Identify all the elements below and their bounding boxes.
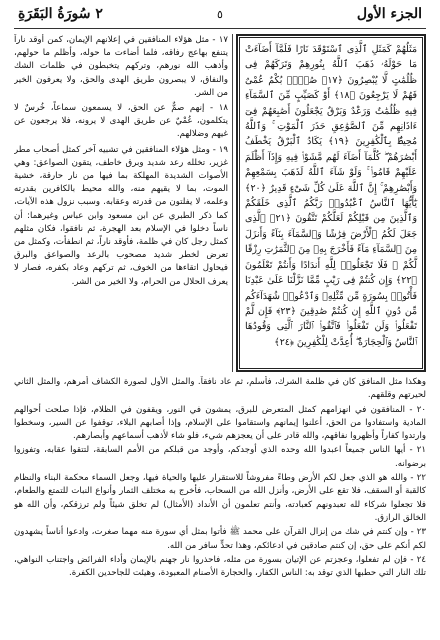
page-number: ٥ xyxy=(217,8,223,21)
surah-title xyxy=(18,6,103,22)
tafsir-paragraph-20: ٢٠ - المنافقون في انهزامهم كمثل المتعرض للبرق، يمشون في النور، ويقفون في الظلام، فإذا صلحت أحوالهم المادية واستفادوا من الحق، أعلنوا إيمانهم واستقاموا على الإسلام، وإذا أصابهم البلاء، توقفوا عن السير، وسخطوا وارتدوا كفاراً وأظهروا نفاقهم، والله قادر على أن يعجزهم شيء، فلو شاء لأذهب أسماعهم وأبصارهم. xyxy=(14,404,426,442)
quran-verses: مَثَلُهُمْ كَمَثَلِ ٱلَّذِى ٱسْتَوْقَدَ نَارًا فَلَمَّآ أَضَآءَتْ مَا حَوْلَهُۥ ذَهَبَ ٱللَّهُ بِنُورِهِمْ وَتَرَكَهُمْ فِى ظُلُمَٰتٍ لَّا يُبْصِرُونَ ﴿١٧﴾ صُمٌّۢ بُكْمٌ عُمْىٌ فَهُمْ لَا يَرْجِعُونَ ﴿١٨﴾ أَوْ كَصَيِّبٍ مِّنَ ٱلسَّمَآءِ فِيهِ ظُلُمَٰتٌ وَرَعْدٌ وَبَرْقٌ يَجْعَلُونَ أَصَٰبِعَهُمْ فِىٓ ءَاذَانِهِم مِّنَ ٱلصَّوَٰعِقِ حَذَرَ ٱلْمَوْتِ ۚ وَٱللَّهُ مُحِيطٌۢ بِٱلْكَٰفِرِينَ ﴿١٩﴾ يَكَادُ ٱلْبَرْقُ يَخْطَفُ أَبْصَٰرَهُمْ ۖ كُلَّمَآ أَضَآءَ لَهُم مَّشَوْا۟ فِيهِ وَإِذَآ أَظْلَمَ عَلَيْهِمْ قَامُوا۟ ۚ وَلَوْ شَآءَ ٱللَّهُ لَذَهَبَ بِسَمْعِهِمْ وَأَبْصَٰرِهِمْ ۚ إِنَّ ٱللَّهَ عَلَىٰ كُلِّ شَىْءٍ قَدِيرٌ ﴿٢٠﴾ يَٰٓأَيُّهَا ٱلنَّاسُ ٱعْبُدُوا۟ رَبَّكُمُ ٱلَّذِى خَلَقَكُمْ وَٱلَّذِينَ مِن قَبْلِكُمْ لَعَلَّكُمْ تَتَّقُونَ ﴿٢١﴾ ٱلَّذِى جَعَلَ لَكُمُ ٱلْأَرْضَ فِرَٰشًا وَٱلسَّمَآءَ بِنَآءً وَأَنزَلَ مِنَ ٱلسَّمَآءِ مَآءً فَأَخْرَجَ بِهِۦ مِنَ ٱلثَّمَرَٰتِ رِزْقًا لَّكُمْ ۖ فَلَا تَجْعَلُوا۟ لِلَّهِ أَندَادًا وَأَنتُمْ تَعْلَمُونَ ﴿٢٢﴾ وَإِن كُنتُمْ فِى رَيْبٍ مِّمَّا نَزَّلْنَا عَلَىٰ عَبْدِنَا فَأْتُوا۟ بِسُورَةٍ مِّن مِّثْلِهِۦ وَٱدْعُوا۟ شُهَدَآءَكُم مِّن دُونِ ٱللَّهِ إِن كُنتُمْ صَٰدِقِينَ ﴿٢٣﴾ فَإِن لَّمْ تَفْعَلُوا۟ وَلَن تَفْعَلُوا۟ فَٱتَّقُوا۟ ٱلنَّارَ ٱلَّتِى وَقُودُهَا ٱلنَّاسُ وَٱلْحِجَارَةُ ۖ أُعِدَّتْ لِلْكَٰفِرِينَ ﴿٢٤﴾ xyxy=(245,44,418,348)
upper-section xyxy=(14,34,426,372)
tafsir-paragraph-22: ٢٢ - والله هو الذي جعل لكم الأرض وطاءً مفروشاً للاستقرار عليها والحياة فيها، وجعل السماء محكمة البناء والنظام كالقبة أو السقف، فلا تقع على الأرض، وأنزل الله من السحاب، فأخرج به مختلف الثمار وأنواع النبات للتمتع والطعام، فلا تجعلوا شركاء لله تعبدونهم كعبادته، وأنتم تعلمون أن الأنداد (الأمثال) لم تخلق شيئاً ولم ترزقكم، وأن الله هو الخالق الرازق. xyxy=(14,473,426,523)
header-divider xyxy=(14,28,426,29)
tafsir-paragraph-19: ١٩ - ومثل هؤلاء المنافقين في تشبيه آخر كمثل أصحاب مطر غزير، تخلله رعد شديد وبرق خاطف، يتقون الصواعق: وهي الأصوات الشديدة المهلكة بما فيها من نار حارقة، خشية الموت، بما لا يقيهم منه، والله محيط بالكافرين بقدرته وعلمه، لا يفلتون من قدرته وعقابه. وسبب نزول هذه الآيات، كما ذكر الطبري عن ابن مسعود وابن عباس وغيرهما: أن ناساً دخلوا في الإسلام بعد الهجرة، ثم نافقوا، فكان مثلهم كمثل رجل كان في ظلمة، فأوقد ناراً، ثم انطفأت، وكمثل من تعرض لخطر شديد مصحوب بالرعد والصواعق والبرق فيحاول اتقاءها من الخوف، ثم تركهم وعاد بكفره، فصار لا يعرف الحلال من الحرام، ولا الخير من الشر. xyxy=(14,144,228,287)
tafsir-paragraph-17: ١٧ - مثل هؤلاء المنافقين في إعلانهم الإيمان، كمن أوقد ناراً يتنفع بهاعج رفاقه، فلما أضاءت ما حوله، وأظلم ما حولهم، وأذهب الله نورهم، وتركهم يتخبطون في ظلمات الشك والنفاق، لا يبصرون طريق الهدى والحق، ولا يعرفون الخير من الشر. xyxy=(14,35,228,98)
column-divider xyxy=(232,34,233,372)
lower-tafsir-section xyxy=(14,376,426,634)
surah-index: ٢ xyxy=(95,6,103,22)
tafsir-paragraph-18: ١٨ - إنهم صمٌّ عن الحق، لا يسمعون سماعاً، خُرسٌ لا يتكلمون، عُمْيٌ عن طريق الهدى لا يرونه، فلا يرجعون عن غيهم وضلالهم. xyxy=(14,103,228,140)
tafsir-paragraph-19-cont: وهكذا مثل المنافق كان في ظلمة الشرك، فأسلم، ثم عاد نافقاً. والمثل الأول لصورة الكشاف أمرهم، والمثل الثاني لحيرتهم وقلقهم. xyxy=(14,377,426,401)
surah-name: سُورَةُ البَقَرَةِ xyxy=(18,6,91,22)
tafsir-paragraph-24: ٢٤ - فإن لم تفعلوا، وعجزتم عن الإتيان بسورة من مثله، فاحذروا نار جهنم بالإيمان وأداء الفرائض واجتناب النواهي، تلك النار التي حطبها الذي توقد به: الناس الكفار، والحجارة الأصنام المعبودة، وهيئت للجاحدين الكفرة. xyxy=(14,554,426,579)
tafsir-column xyxy=(14,34,228,372)
juz-title: الجزء الأول xyxy=(356,6,422,22)
page-header xyxy=(14,4,426,28)
tafsir-paragraph-21: ٢١ - أيها الناس جميعاً اعبدوا الله وحده الذي أوجدكم، وأوجد من قبلكم من الأمم السابقة، لتتقوا عقابه، وتفوزوا برضوانه. xyxy=(14,445,426,469)
tafsir-paragraph-23: ٢٣ - وإن كنتم في شك من إنزال القرآن على محمد ﷺ فأتوا بمثل أي سورة منه مهما صغرت، وادعوا أناساً يشهدون لكم أنكم على حق، إن كنتم صادقين في ادعائكم، وهذا تحدٍّ سافر من الله. xyxy=(14,527,426,551)
quran-text-box xyxy=(236,34,426,372)
